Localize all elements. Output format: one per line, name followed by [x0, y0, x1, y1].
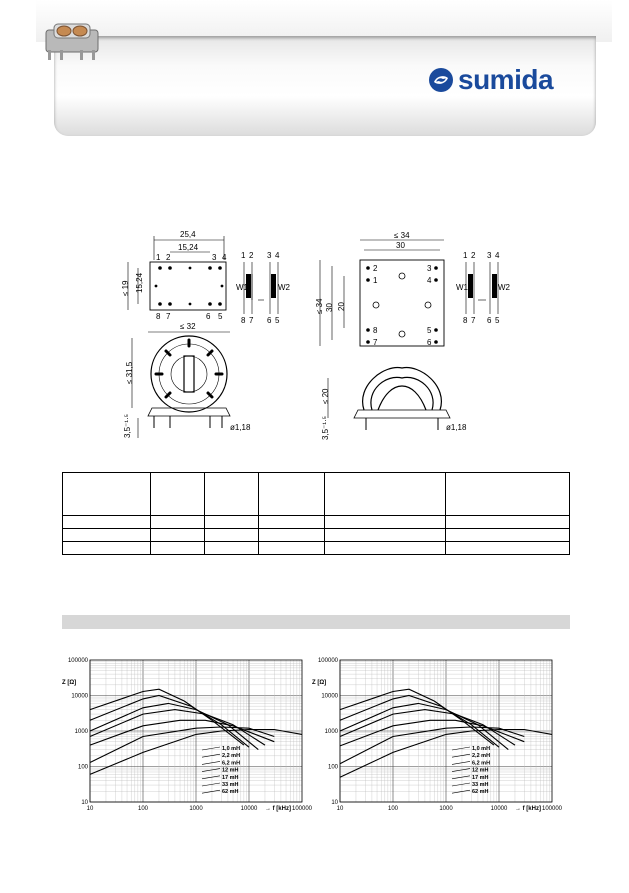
dim-height: ≤ 31,5 [125, 361, 134, 384]
y-tick-label: 100000 [317, 658, 338, 664]
schem-r-3: 3 [487, 251, 492, 260]
pin-r-1: 1 [373, 276, 378, 285]
y-axis-label: Z [Ω] [312, 680, 327, 686]
winding-w2: W2 [278, 283, 290, 292]
schem-r-7: 7 [471, 316, 476, 325]
y-tick-label: 100 [77, 764, 88, 771]
schem-r-5: 5 [495, 316, 500, 325]
x-tick-label: 10000 [240, 806, 258, 812]
y-tick-label: 100000 [67, 658, 88, 664]
dim-height-outer-r: ≤ 34 [315, 298, 324, 314]
x-tick-label: 100000 [291, 806, 313, 812]
legend-label: 2,2 mH [222, 753, 241, 760]
pin-r-8: 8 [373, 326, 378, 335]
legend-label: 1,0 mH [472, 746, 491, 752]
y-tick-label: 10000 [321, 693, 338, 700]
legend-label: 33 mH [222, 782, 239, 788]
y-tick-label: 1000 [74, 729, 88, 735]
winding-r-w2: W2 [498, 283, 510, 292]
table-row [63, 516, 570, 529]
legend-line [202, 761, 220, 764]
schem-r-6: 6 [487, 316, 492, 325]
x-tick-label: 1000 [189, 806, 203, 812]
schem-3: 3 [267, 251, 272, 260]
schem-1: 1 [241, 251, 246, 260]
section-bar [62, 615, 570, 629]
y-tick-label: 10000 [71, 693, 88, 700]
pin-7: 7 [166, 312, 171, 321]
table-row [63, 529, 570, 542]
dim-width-outer: 25,4 [180, 230, 196, 239]
schem-r-8: 8 [463, 316, 468, 325]
dim-pin-diameter: ø1,18 [230, 423, 251, 432]
legend-label: 12 mH [222, 767, 239, 774]
dim-width-inner: 15,24 [178, 243, 199, 252]
schem-r-1: 1 [463, 251, 468, 260]
pin-3: 3 [212, 253, 217, 262]
x-tick-label: 100 [137, 806, 149, 812]
dim-pin-length: 3,5⁻¹·⁵ [123, 414, 132, 438]
winding-w1: W1 [236, 283, 248, 292]
x-axis-label: → f [kHz] [264, 806, 291, 812]
dim-height-inner-r: 30 [325, 303, 334, 312]
dim-inner-r: 20 [337, 302, 346, 311]
schem-r-2: 2 [471, 251, 476, 260]
pin-1: 1 [156, 253, 161, 262]
x-tick-label: 10000 [490, 806, 508, 812]
x-tick-label: 100000 [541, 806, 563, 812]
x-axis-label: → f [kHz] [514, 806, 541, 812]
drawing-right [306, 228, 512, 444]
legend-label: 62 mH [472, 789, 489, 796]
impedance-chart-left [60, 654, 318, 816]
legend-label: 12 mH [472, 767, 489, 774]
pin-8: 8 [156, 312, 161, 321]
spec-table [62, 472, 570, 555]
table-row [63, 542, 570, 555]
legend-line [452, 783, 470, 786]
drawing-left [118, 228, 314, 444]
x-tick-label: 1000 [439, 806, 453, 812]
dim-pin-length-r: 3,5⁻¹·⁵ [321, 416, 330, 440]
pin-r-7: 7 [373, 338, 378, 347]
pin-r-4: 4 [427, 276, 432, 285]
y-tick-label: 100 [327, 764, 338, 771]
schem-5: 5 [275, 316, 280, 325]
pin-r-2: 2 [373, 264, 378, 273]
pin-6: 6 [206, 312, 211, 321]
x-tick-label: 100 [387, 806, 399, 812]
dim-height-r: ≤ 20 [321, 388, 330, 404]
legend-label: 6,2 mH [472, 760, 491, 767]
impedance-chart-right [310, 654, 568, 816]
sumida-logo [428, 64, 553, 96]
pin-4: 4 [222, 253, 227, 262]
dim-height-inner: 15,24 [135, 272, 144, 293]
dim-width-outer-r: ≤ 34 [394, 231, 410, 240]
x-tick-label: 10 [336, 806, 344, 812]
schem-4: 4 [275, 251, 280, 260]
legend-line [452, 790, 470, 793]
brand-name: sumida [458, 64, 554, 95]
legend-line [452, 761, 470, 764]
x-tick-label: 10 [86, 806, 94, 812]
legend-label: 6,2 mH [222, 760, 241, 767]
legend-label: 2,2 mH [472, 753, 491, 760]
table-header-row [63, 473, 570, 516]
pin-r-6: 6 [427, 338, 432, 347]
schem-6: 6 [267, 316, 272, 325]
winding-r-w1: W1 [456, 283, 468, 292]
legend-label: 17 mH [472, 774, 489, 781]
pin-r-5: 5 [427, 326, 432, 335]
y-tick-label: 10 [331, 800, 338, 806]
dim-pin-diameter-r: ø1,18 [446, 423, 467, 432]
pin-r-3: 3 [427, 264, 432, 273]
schem-2: 2 [249, 251, 254, 260]
y-tick-label: 1000 [324, 729, 338, 735]
product-photo [40, 16, 104, 64]
dim-diameter: ≤ 32 [180, 322, 196, 331]
y-tick-label: 10 [81, 800, 88, 806]
dim-height-outer: ≤ 19 [121, 280, 130, 296]
dim-width-inner-r: 30 [396, 241, 405, 250]
legend-label: 1,0 mH [222, 746, 241, 752]
legend-label: 33 mH [472, 782, 489, 788]
schem-7: 7 [249, 316, 254, 325]
sumida-logo-icon [428, 67, 454, 93]
pin-2: 2 [166, 253, 171, 262]
schem-8: 8 [241, 316, 246, 325]
legend-line [202, 790, 220, 793]
legend-label: 17 mH [222, 774, 239, 781]
pin-5: 5 [218, 312, 223, 321]
legend-line [202, 783, 220, 786]
y-axis-label: Z [Ω] [62, 680, 77, 686]
schem-r-4: 4 [495, 251, 500, 260]
legend-label: 62 mH [222, 789, 239, 796]
